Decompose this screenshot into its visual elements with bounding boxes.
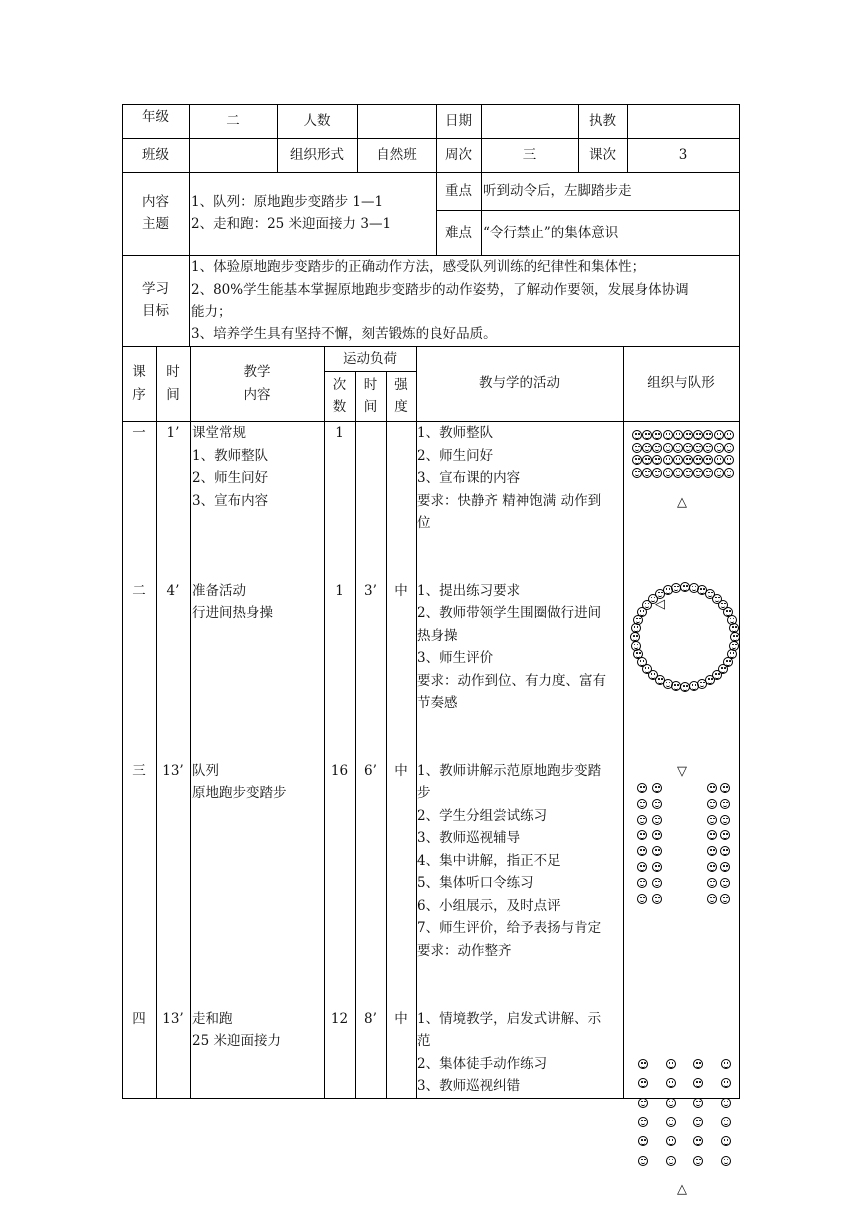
student-icon bbox=[693, 1156, 703, 1166]
student-icon bbox=[720, 783, 730, 793]
student-icon bbox=[721, 1117, 731, 1127]
rule bbox=[324, 371, 416, 372]
student-icon bbox=[637, 830, 647, 840]
student-icon bbox=[707, 830, 717, 840]
student-icon bbox=[707, 799, 717, 809]
section-2-dur: 3’ bbox=[364, 583, 377, 599]
student-icon bbox=[652, 862, 662, 872]
section-4-intensity: 中 bbox=[394, 1011, 408, 1027]
section-2-activity-2: 热身操 bbox=[417, 628, 458, 644]
student-icon bbox=[707, 878, 717, 888]
student-icon bbox=[693, 1117, 703, 1127]
grade-value: 二 bbox=[226, 113, 240, 129]
student-icon bbox=[652, 815, 662, 825]
section-3-activity-1: 步 bbox=[417, 785, 431, 801]
col-activity: 教与学的活动 bbox=[479, 375, 560, 391]
student-icon bbox=[707, 783, 717, 793]
goal-line-1: 1、体验原地跑步变踏步的正确动作方法，感受队列训练的纪律性和集体性； bbox=[191, 259, 646, 275]
section-2-intensity: 中 bbox=[394, 583, 408, 599]
col-content-2: 内容 bbox=[243, 387, 271, 403]
student-icon bbox=[721, 1136, 731, 1146]
content-label-1: 内容 bbox=[142, 194, 169, 210]
student-icon bbox=[724, 468, 734, 478]
class-label: 班级 bbox=[142, 147, 169, 163]
student-icon bbox=[666, 1078, 676, 1088]
goals-label-2: 目标 bbox=[142, 303, 169, 319]
section-1-activity-3: 要求：快静齐 精神饱满 动作到 bbox=[417, 493, 602, 509]
rule bbox=[122, 1098, 740, 1099]
student-icon bbox=[652, 443, 662, 453]
rule bbox=[481, 104, 482, 255]
student-icon bbox=[720, 894, 730, 904]
student-icon bbox=[652, 894, 662, 904]
col-time-2: 间 bbox=[166, 387, 180, 403]
student-icon bbox=[637, 862, 647, 872]
student-icon bbox=[693, 430, 703, 440]
focus-label: 重点 bbox=[445, 183, 472, 199]
student-icon bbox=[707, 862, 717, 872]
student-icon bbox=[724, 455, 734, 465]
student-icon bbox=[632, 430, 642, 440]
section-1-content-2: 2、师生问好 bbox=[192, 470, 269, 486]
student-icon bbox=[638, 1156, 648, 1166]
section-4-time: 13’ bbox=[162, 1011, 184, 1027]
student-icon bbox=[729, 623, 739, 633]
section-3-activity-6: 6、小组展示，及时点评 bbox=[417, 898, 561, 914]
section-3-intensity: 中 bbox=[394, 763, 408, 779]
section-4-activity-1: 范 bbox=[417, 1033, 431, 1049]
student-icon bbox=[707, 894, 717, 904]
lesson-value: 3 bbox=[678, 147, 688, 163]
student-icon bbox=[693, 468, 703, 478]
section-1-seq: 一 bbox=[132, 425, 146, 441]
student-icon bbox=[642, 443, 652, 453]
student-icon bbox=[693, 455, 703, 465]
student-icon bbox=[666, 1136, 676, 1146]
student-icon bbox=[638, 1059, 648, 1069]
student-icon bbox=[630, 632, 640, 642]
goal-line-2a: 2、80%学生能基本掌握原地跑步变踏步的动作姿势，了解动作要领，发展身体协调 bbox=[191, 282, 689, 298]
student-icon bbox=[673, 455, 683, 465]
student-icon bbox=[637, 799, 647, 809]
student-icon bbox=[683, 468, 693, 478]
student-icon bbox=[714, 430, 724, 440]
col-reps-2: 数 bbox=[332, 399, 347, 415]
student-icon bbox=[683, 455, 693, 465]
section-1-activity-1: 2、师生问好 bbox=[417, 448, 494, 464]
section-3-activity-5: 5、集体听口令练习 bbox=[417, 875, 534, 891]
student-icon bbox=[631, 641, 641, 651]
student-icon bbox=[637, 894, 647, 904]
teacher-marker-1: △ bbox=[677, 495, 687, 510]
section-3-activity-8: 要求：动作整齐 bbox=[417, 943, 512, 959]
org-label: 组织形式 bbox=[290, 147, 344, 163]
rule bbox=[122, 104, 740, 105]
student-icon bbox=[720, 815, 730, 825]
student-icon bbox=[693, 1136, 703, 1146]
student-icon bbox=[693, 1078, 703, 1088]
section-2-activity-3: 3、师生评价 bbox=[417, 650, 494, 666]
org-value: 自然班 bbox=[376, 147, 417, 163]
section-3-time: 13’ bbox=[162, 763, 184, 779]
section-4-content-0: 走和跑 bbox=[192, 1011, 233, 1027]
student-icon bbox=[638, 1098, 648, 1108]
student-icon bbox=[666, 1117, 676, 1127]
count-label: 人数 bbox=[303, 113, 331, 129]
section-2-activity-5: 节奏感 bbox=[417, 695, 458, 711]
section-3-activity-0: 1、教师讲解示范原地跑步变踏 bbox=[417, 763, 602, 779]
rule bbox=[739, 104, 740, 1099]
student-icon bbox=[714, 455, 724, 465]
grade-label: 年级 bbox=[142, 109, 169, 125]
student-icon bbox=[666, 1156, 676, 1166]
student-icon bbox=[703, 443, 713, 453]
difficulty-value: “令行禁止”的集体意识 bbox=[483, 225, 619, 241]
student-icon bbox=[721, 1098, 731, 1108]
student-icon bbox=[637, 783, 647, 793]
student-icon bbox=[724, 443, 734, 453]
teacher-label: 执教 bbox=[589, 113, 616, 129]
student-icon bbox=[673, 443, 683, 453]
section-3-activity-7: 7、师生评价，给予表扬与肯定 bbox=[417, 920, 602, 936]
student-icon bbox=[693, 443, 703, 453]
section-1-content-0: 课堂常规 bbox=[192, 425, 246, 441]
student-icon bbox=[652, 799, 662, 809]
student-icon bbox=[663, 430, 673, 440]
student-icon bbox=[673, 430, 683, 440]
rule bbox=[122, 172, 740, 173]
student-icon bbox=[703, 430, 713, 440]
student-icon bbox=[703, 468, 713, 478]
section-1-content-3: 3、宣布内容 bbox=[192, 493, 269, 509]
goal-line-2b: 能力； bbox=[191, 304, 232, 320]
student-icon bbox=[652, 468, 662, 478]
student-icon bbox=[693, 1059, 703, 1069]
section-1-content-1: 1、教师整队 bbox=[192, 448, 269, 464]
student-icon bbox=[721, 1156, 731, 1166]
rule bbox=[386, 371, 387, 1098]
col-seq-2: 序 bbox=[132, 387, 146, 403]
content-item-1: 1、队列：原地跑步变踏步 1—1 bbox=[191, 194, 384, 210]
student-icon bbox=[652, 878, 662, 888]
section-3-activity-4: 4、集中讲解，指正不足 bbox=[417, 853, 561, 869]
section-2-activity-4: 要求：动作到位、有力度、富有 bbox=[417, 673, 606, 689]
rule bbox=[190, 346, 191, 1098]
teacher-marker-3: ▽ bbox=[677, 764, 687, 779]
student-icon bbox=[652, 430, 662, 440]
student-icon bbox=[721, 1059, 731, 1069]
date-label: 日期 bbox=[445, 113, 472, 129]
section-1-activity-2: 3、宣布课的内容 bbox=[417, 470, 521, 486]
student-icon bbox=[721, 1078, 731, 1088]
student-icon bbox=[720, 878, 730, 888]
student-icon bbox=[663, 443, 673, 453]
section-2-activity-0: 1、提出练习要求 bbox=[417, 583, 521, 599]
student-icon bbox=[642, 468, 652, 478]
rule bbox=[623, 346, 624, 1098]
content-item-2: 2、走和跑：25 米迎面接力 3—1 bbox=[191, 216, 392, 232]
goal-line-3: 3、培养学生具有坚持不懈，刻苦锻炼的良好品质。 bbox=[191, 326, 497, 342]
section-2-content-1: 行进间热身操 bbox=[192, 605, 273, 621]
section-4-activity-2: 2、集体徒手动作练习 bbox=[417, 1056, 548, 1072]
section-4-activity-3: 3、教师巡视纠错 bbox=[417, 1078, 521, 1094]
student-icon bbox=[638, 1117, 648, 1127]
lesson-label: 课次 bbox=[589, 147, 616, 163]
student-icon bbox=[632, 455, 642, 465]
difficulty-label: 难点 bbox=[445, 225, 472, 241]
teacher-marker-4: △ bbox=[677, 1182, 687, 1197]
rule bbox=[324, 346, 325, 1098]
col-int-1: 强 bbox=[394, 377, 408, 393]
student-icon bbox=[707, 815, 717, 825]
student-icon bbox=[689, 681, 699, 691]
teacher-marker-2: ◁ bbox=[655, 597, 665, 612]
goals-label-1: 学习 bbox=[142, 281, 169, 297]
section-3-content-0: 队列 bbox=[192, 763, 219, 779]
section-2-time: 4’ bbox=[166, 583, 180, 599]
week-label: 周次 bbox=[445, 147, 472, 163]
section-3-seq: 三 bbox=[132, 763, 146, 779]
student-icon bbox=[707, 846, 717, 856]
section-2-seq: 二 bbox=[132, 583, 146, 599]
student-icon bbox=[683, 443, 693, 453]
section-1-activity-4: 位 bbox=[417, 515, 431, 531]
section-3-activity-3: 3、教师巡视辅导 bbox=[417, 830, 521, 846]
section-2-content-0: 准备活动 bbox=[192, 583, 246, 599]
section-2-activity-1: 2、教师带领学生围圈做行进间 bbox=[417, 605, 602, 621]
student-icon bbox=[714, 468, 724, 478]
student-icon bbox=[632, 443, 642, 453]
rule bbox=[122, 346, 740, 347]
rule bbox=[122, 138, 740, 139]
student-icon bbox=[666, 1059, 676, 1069]
col-dur-2: 间 bbox=[363, 399, 378, 415]
section-1-time: 1’ bbox=[166, 425, 180, 441]
col-load: 运动负荷 bbox=[343, 351, 397, 367]
section-4-content-1: 25 米迎面接力 bbox=[192, 1033, 281, 1049]
student-icon bbox=[663, 468, 673, 478]
student-icon bbox=[724, 430, 734, 440]
student-icon bbox=[663, 455, 673, 465]
student-icon bbox=[632, 468, 642, 478]
student-icon bbox=[637, 846, 647, 856]
rule bbox=[355, 371, 356, 1098]
col-int-2: 度 bbox=[394, 399, 408, 415]
col-dur-1: 时 bbox=[363, 377, 378, 393]
section-4-activity-0: 1、情境教学，启发式讲解、示 bbox=[417, 1011, 602, 1027]
section-3-content-1: 原地跑步变踏步 bbox=[192, 785, 287, 801]
student-icon bbox=[637, 878, 647, 888]
section-3-reps: 16 bbox=[330, 763, 349, 779]
student-icon bbox=[666, 1098, 676, 1108]
col-content-1: 教学 bbox=[243, 364, 271, 380]
student-icon bbox=[638, 1136, 648, 1146]
student-icon bbox=[683, 430, 693, 440]
student-icon bbox=[652, 783, 662, 793]
section-1-activity-0: 1、教师整队 bbox=[417, 425, 494, 441]
rule bbox=[189, 172, 190, 346]
student-icon bbox=[638, 1078, 648, 1088]
student-icon bbox=[703, 455, 713, 465]
student-icon bbox=[637, 815, 647, 825]
student-icon bbox=[652, 830, 662, 840]
student-icon bbox=[720, 846, 730, 856]
student-icon bbox=[652, 846, 662, 856]
student-icon bbox=[642, 430, 652, 440]
student-icon bbox=[693, 1098, 703, 1108]
student-icon bbox=[720, 862, 730, 872]
student-icon bbox=[642, 455, 652, 465]
student-icon bbox=[680, 682, 690, 692]
section-2-reps: 1 bbox=[335, 583, 344, 599]
student-icon bbox=[673, 468, 683, 478]
content-label-2: 主题 bbox=[142, 216, 169, 232]
student-icon bbox=[652, 455, 662, 465]
col-formation: 组织与队形 bbox=[647, 375, 715, 391]
col-time-1: 时 bbox=[166, 364, 180, 380]
student-icon bbox=[720, 799, 730, 809]
focus-value: 听到动令后，左脚踏步走 bbox=[483, 183, 632, 199]
col-seq-1: 课 bbox=[132, 364, 146, 380]
student-icon bbox=[714, 443, 724, 453]
section-4-reps: 12 bbox=[330, 1011, 349, 1027]
section-4-seq: 四 bbox=[132, 1011, 146, 1027]
section-3-activity-2: 2、学生分组尝试练习 bbox=[417, 808, 548, 824]
section-3-dur: 6’ bbox=[364, 763, 377, 779]
week-value: 三 bbox=[522, 147, 537, 163]
section-4-dur: 8’ bbox=[364, 1011, 377, 1027]
rule bbox=[156, 346, 157, 1098]
student-icon bbox=[720, 830, 730, 840]
section-1-reps: 1 bbox=[335, 425, 344, 441]
col-reps-1: 次 bbox=[332, 377, 347, 393]
